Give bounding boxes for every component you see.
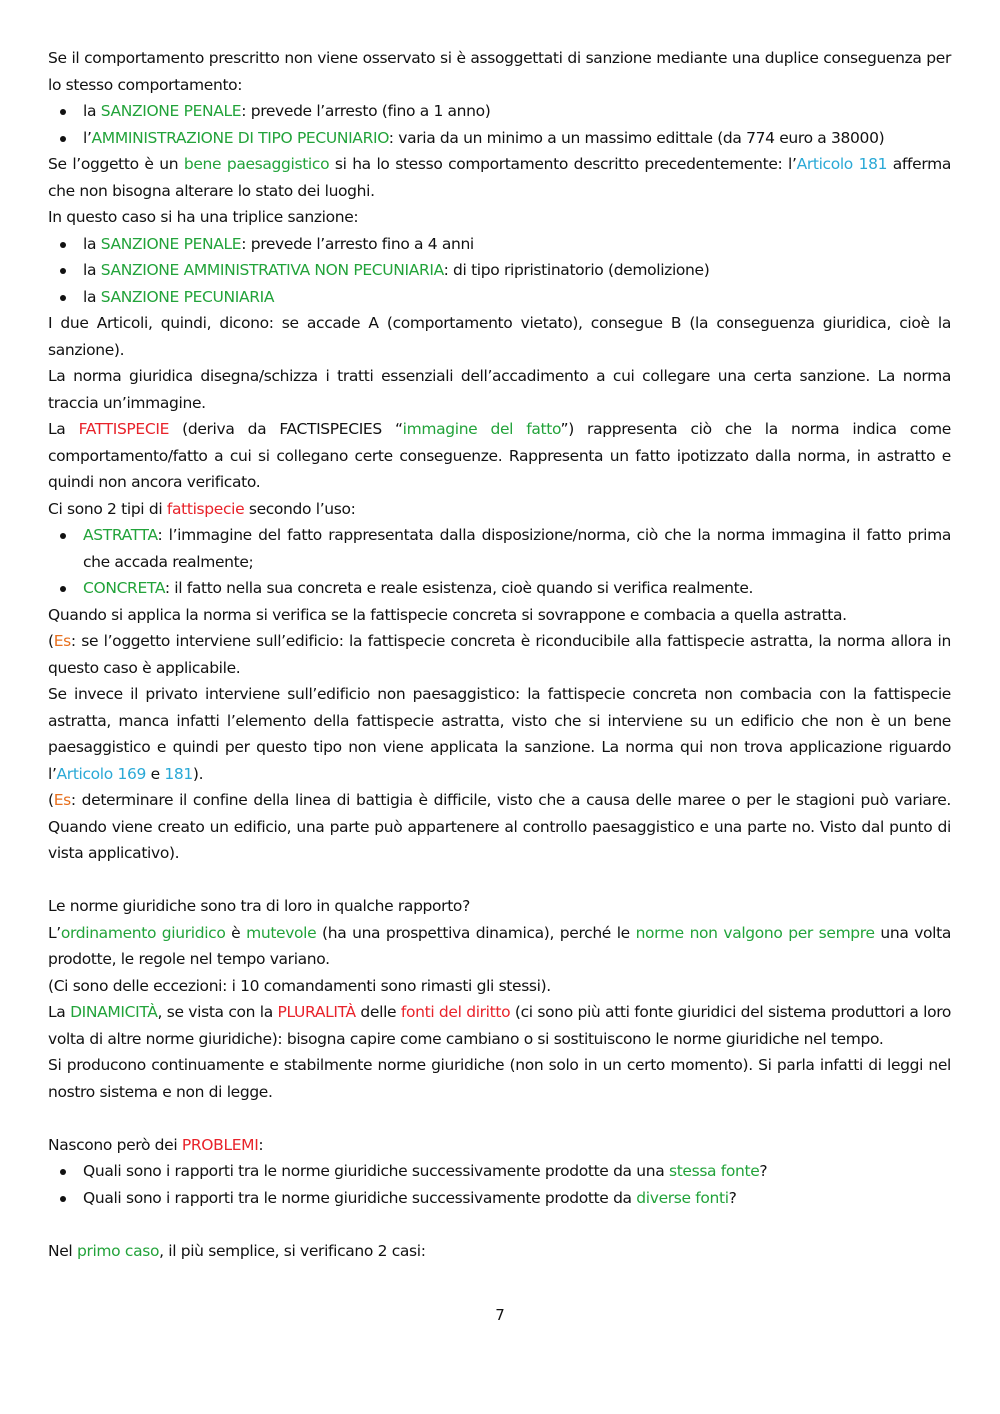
bullet-item bbox=[48, 257, 951, 284]
text-run: : determinare il confine della linea di battigia è difficile, visto che a causa delle maree o per le stagioni può variare. Quando viene creato un edificio, una parte può appartenere al controllo paesaggistico e una parte no. Visto dal punto di vista applicativo). bbox=[48, 791, 951, 862]
bullet-item bbox=[48, 522, 951, 575]
highlighted-term: fattispecie bbox=[166, 499, 245, 518]
text-run: Quali sono i rapporti tra le norme giuridiche successivamente prodotte da una bbox=[83, 1162, 669, 1180]
bullet-item bbox=[48, 284, 951, 311]
text-run: I due Articoli, quindi, dicono: se accade A (comportamento vietato), consegue B (la conseguenza giuridica, cioè la sanzione). bbox=[48, 314, 951, 359]
paragraph bbox=[48, 363, 951, 416]
paragraph bbox=[48, 151, 951, 204]
blank-line bbox=[48, 1211, 951, 1238]
bullet-list bbox=[48, 522, 951, 602]
text-run: delle bbox=[355, 1003, 401, 1021]
text-run: ”) rappresenta ciò che la norma indica come comportamento/fatto a cui si collegano certe conseguenze. Rappresenta un fatto ipotizzato dalla norma, in astratto e quindi non ancora verificato. bbox=[48, 420, 951, 491]
highlighted-term: ASTRATTA bbox=[83, 526, 158, 544]
page-number: 7 bbox=[495, 1306, 505, 1324]
paragraph bbox=[48, 602, 951, 629]
text-run: Si producono continuamente e stabilmente norme giuridiche (non solo in un certo momento). Si parla infatti di leggi nel nostro sistema e non di legge. bbox=[48, 1056, 951, 1101]
highlighted-term: SANZIONE AMMINISTRATIVA NON PECUNIARIA bbox=[100, 261, 444, 279]
text-run: (Ci sono delle eccezioni: i 10 comandamenti sono rimasti gli stessi). bbox=[48, 976, 551, 995]
highlighted-term: AMMINISTRAZIONE DI TIPO PECUNIARIO bbox=[91, 128, 389, 147]
highlighted-term: stessa fonte bbox=[668, 1162, 760, 1180]
article-reference: 181 bbox=[164, 764, 193, 783]
text-run: afferma che non bisogna alterare lo stato dei luoghi. bbox=[48, 155, 951, 200]
text-run: ( bbox=[48, 632, 54, 650]
bullet-item bbox=[48, 98, 951, 125]
text-run: Nel bbox=[48, 1241, 77, 1260]
text-run: la bbox=[83, 102, 101, 120]
text-run: secondo l’uso: bbox=[244, 499, 356, 518]
text-run: , il più semplice, si verificano 2 casi: bbox=[159, 1241, 426, 1260]
text-run: In questo caso si ha una triplice sanzione: bbox=[48, 208, 359, 226]
text-run: ). bbox=[192, 764, 204, 783]
example-marker: Es bbox=[53, 791, 71, 809]
highlighted-term: fonti del diritto bbox=[400, 1003, 511, 1021]
bullet-item bbox=[48, 1158, 951, 1185]
bullet-list bbox=[48, 1158, 951, 1211]
highlighted-term: DINAMICITÀ bbox=[70, 1003, 158, 1021]
bullet-item bbox=[48, 125, 951, 152]
paragraph bbox=[48, 45, 951, 98]
text-run: La norma giuridica disegna/schizza i tratti essenziali dell’accadimento a cui collegare una certa sanzione. La norma traccia un’immagine. bbox=[48, 367, 951, 412]
paragraph bbox=[48, 1132, 951, 1159]
text-run: si ha lo stesso comportamento descritto precedentemente: l’ bbox=[329, 155, 797, 173]
text-run: : prevede l’arresto fino a 4 anni bbox=[241, 234, 474, 253]
highlighted-term: bene paesaggistico bbox=[183, 155, 330, 173]
text-run: ? bbox=[728, 1188, 737, 1207]
highlighted-term: PROBLEMI bbox=[181, 1135, 259, 1154]
bullet-list bbox=[48, 98, 951, 151]
example-marker: Es bbox=[53, 632, 71, 650]
highlighted-term: mutevole bbox=[246, 923, 317, 942]
paragraph bbox=[48, 681, 951, 787]
highlighted-term: SANZIONE PENALE bbox=[100, 102, 242, 120]
blank-line bbox=[48, 1105, 951, 1132]
paragraph bbox=[48, 416, 951, 496]
text-run: Nascono però dei bbox=[48, 1135, 182, 1154]
text-run: , se vista con la bbox=[157, 1003, 278, 1021]
text-run: : varia da un minimo a un massimo edittale (da 774 euro a 38000) bbox=[388, 128, 885, 147]
bullet-item bbox=[48, 231, 951, 258]
text-run: Ci sono 2 tipi di bbox=[48, 499, 167, 518]
highlighted-term: ordinamento giuridico bbox=[60, 923, 226, 942]
text-run: La bbox=[48, 1003, 71, 1021]
page-body bbox=[48, 45, 951, 1264]
text-run: Quali sono i rapporti tra le norme giuridiche successivamente prodotte da bbox=[83, 1188, 637, 1207]
highlighted-term: SANZIONE PECUNIARIA bbox=[100, 287, 275, 306]
text-run: e bbox=[146, 764, 165, 783]
highlighted-term: SANZIONE PENALE bbox=[100, 234, 242, 253]
text-run: Quando si applica la norma si verifica se la fattispecie concreta si sovrappone e combacia a quella astratta. bbox=[48, 605, 847, 624]
text-run: Se il comportamento prescritto non viene osservato si è assoggettati di sanzione mediante una duplice conseguenza per lo stesso comportamento: bbox=[48, 49, 951, 94]
highlighted-term: diverse fonti bbox=[636, 1188, 729, 1207]
text-run: l’ bbox=[83, 128, 92, 147]
text-run: Se invece il privato interviene sull’edificio non paesaggistico: la fattispecie concreta non combacia con la fattispecie astratta, manca infatti l’elemento della fattispecie astratta, visto che si interviene su un edificio che non è un bene paesaggistico e quindi per questo tipo non viene applicata la sanzione. La norma qui non trova applicazione riguardo l’ bbox=[48, 685, 951, 783]
paragraph bbox=[48, 628, 951, 681]
highlighted-term: primo caso bbox=[76, 1241, 160, 1260]
blank-line bbox=[48, 867, 951, 894]
paragraph bbox=[48, 1238, 951, 1265]
paragraph bbox=[48, 973, 951, 1000]
paragraph bbox=[48, 496, 951, 523]
paragraph bbox=[48, 893, 951, 920]
paragraph bbox=[48, 999, 951, 1052]
highlighted-term: norme non valgono per sempre bbox=[635, 923, 875, 942]
text-run: la bbox=[83, 261, 101, 279]
text-run: Se l’oggetto è un bbox=[48, 155, 184, 173]
text-run: la bbox=[83, 234, 101, 253]
highlighted-term: FATTISPECIE bbox=[78, 420, 170, 438]
text-run: : l’immagine del fatto rappresentata dalla disposizione/norma, ciò che la norma immagina il fatto prima che accada realmente; bbox=[83, 526, 951, 571]
highlighted-term: immagine del fatto bbox=[402, 420, 561, 438]
bullet-item bbox=[48, 575, 951, 602]
text-run: ? bbox=[759, 1162, 768, 1180]
text-run: : prevede l’arresto (fino a 1 anno) bbox=[241, 102, 491, 120]
text-run: una volta prodotte, le regole nel tempo variano. bbox=[48, 923, 951, 968]
text-run: ( bbox=[48, 791, 54, 809]
paragraph bbox=[48, 920, 951, 973]
bullet-item bbox=[48, 1185, 951, 1212]
highlighted-term: PLURALITÀ bbox=[277, 1003, 356, 1021]
text-run: : bbox=[258, 1135, 264, 1154]
text-run: Le norme giuridiche sono tra di loro in qualche rapporto? bbox=[48, 897, 470, 915]
text-run: L’ bbox=[48, 923, 61, 942]
paragraph bbox=[48, 1052, 951, 1105]
text-run: La bbox=[48, 420, 79, 438]
paragraph bbox=[48, 204, 951, 231]
text-run: (ha una prospettiva dinamica), perché le bbox=[316, 923, 636, 942]
paragraph bbox=[48, 310, 951, 363]
highlighted-term: CONCRETA bbox=[83, 579, 165, 597]
article-reference: Articolo 169 bbox=[56, 764, 147, 783]
text-run: (deriva da FACTISPECIES “ bbox=[169, 420, 403, 438]
text-run: : il fatto nella sua concreta e reale esistenza, cioè quando si verifica realmente. bbox=[164, 579, 754, 597]
paragraph bbox=[48, 787, 951, 867]
bullet-list bbox=[48, 231, 951, 311]
text-run: : se l’oggetto interviene sull’edificio: la fattispecie concreta è riconducibile alla fattispecie astratta, la norma allora in questo caso è applicabile. bbox=[48, 632, 951, 677]
text-run: : di tipo ripristinatorio (demolizione) bbox=[443, 261, 710, 279]
text-run: la bbox=[83, 287, 101, 306]
article-reference: Articolo 181 bbox=[796, 155, 888, 173]
text-run: (ci sono più atti fonte giuridici del sistema produttori a loro volta di altre norme giuridiche): bisogna capire come cambiano o si sostituiscono le norme giuridiche nel tempo. bbox=[48, 1003, 952, 1048]
text-run: è bbox=[225, 923, 247, 942]
